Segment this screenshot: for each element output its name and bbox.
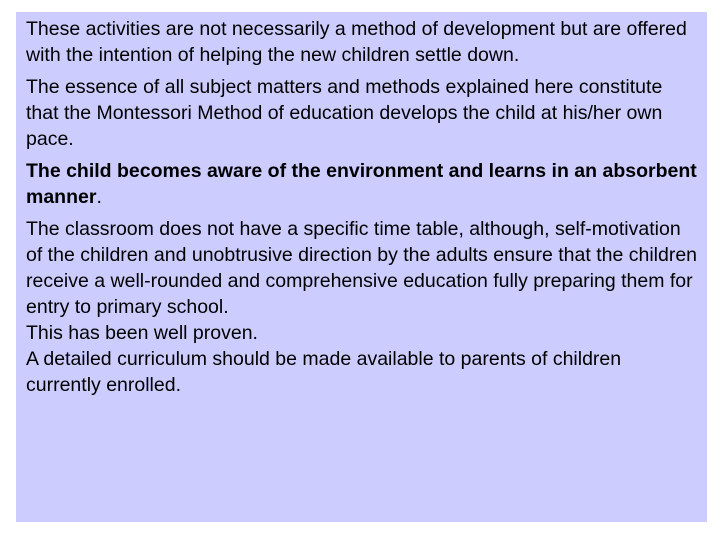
paragraph-settle-down: These activities are not necessarily a method of development but are offered with the intention of helping the new children settle down. [26, 18, 687, 66]
bold-statement: The child becomes aware of the environment and learns in an absorbent manner [26, 160, 697, 208]
bold-statement-period: . [96, 186, 102, 208]
paragraph-essence: The essence of all subject matters and methods explained here constitute that the Montessori Method of education develops the child at his/her own pace. [26, 76, 663, 150]
text-box [16, 12, 707, 522]
paragraph-classroom: The classroom does not have a specific time table, although, self-motivation of the children and unobtrusive direction by the adults ensure that the children receive a well-rounded and comprehensive education fully preparing them for entry to primary school. [26, 218, 698, 318]
paragraph-absorbent [26, 158, 699, 210]
paragraph-proven: This has been well proven. [26, 322, 258, 344]
paragraph-curriculum: A detailed curriculum should be made available to parents of children currently enrolled. [26, 348, 622, 396]
